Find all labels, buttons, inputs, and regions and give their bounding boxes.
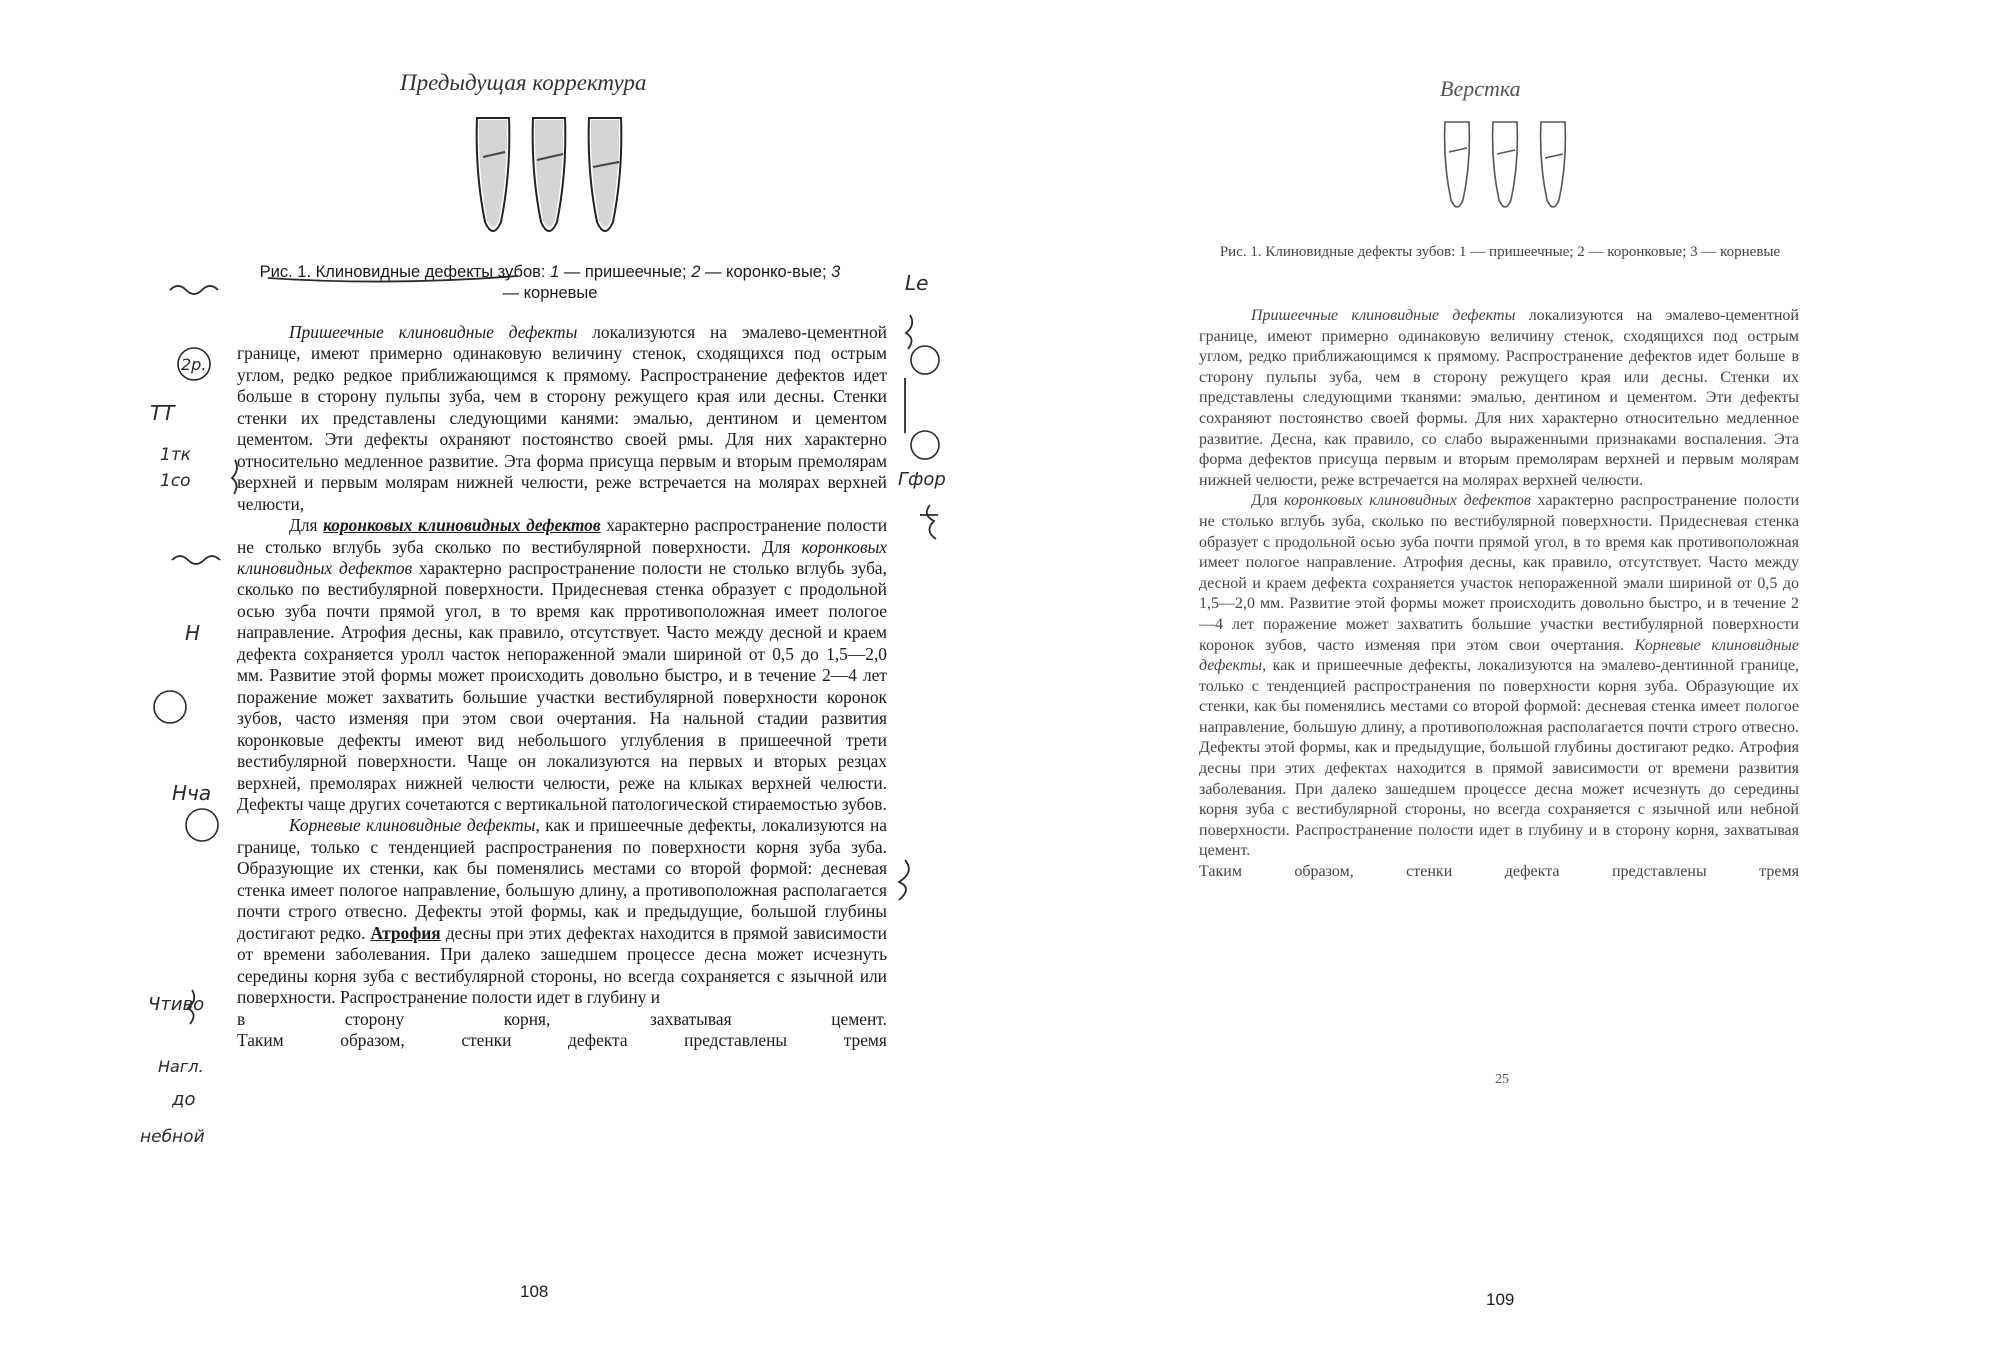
right-tail-line <box>1199 862 1799 883</box>
right-p2-pre: Для <box>1251 492 1284 510</box>
left-p1-text: локализуются на эмалево-цементной границе, имеют примерно одинаковую величину стенок, сходящихся под острым углом, редко редкое приближающимся к прямому. Распространение дефектов идет больше в сторону пульпы зуба, чем в сторону режущего края или десны. Стенки стенки их представлены следующими канями: эмалью, дентином и цементом цементом. Эти дефекты охраняют постоянство своей рмы. Для них характерно относительно медленное развитие. Эта форма присуща первым и вторым премолярам верхней и первым молярам нижней челюсти, реже встречается на молярах верхней челюсти, <box>237 322 887 514</box>
tail-word: захватывая <box>650 1008 732 1029</box>
left-p2-mid: характерно распространение полости не столько вглубь зуба сколько по вестибулярной поверхности. Для <box>237 515 888 557</box>
margin-mark-do: до <box>172 1089 196 1110</box>
right-paragraph-1 <box>1199 306 1799 491</box>
tail-word: тремя <box>1759 863 1799 881</box>
tail-word: в <box>237 1008 246 1029</box>
margin-mark-tt: ТТ <box>150 401 175 425</box>
right-p2-text2: , как и пришеечные дефекты, локализуются на эмалево-дентинной границе, только с тенденцией распространения по поверхности корня зуба. Образующие их стенки, как бы поменялись местами со второй формой: десневая стенка имеет пологое направление, большую длину, а противоположная располагается почти строго отвесно. Дефекты этой формы, как и предыдущие, большой глубины достигают редко. Атрофия десны при этих дефектах находится в прямой зависимости от времени развития заболевания. При далеко зашедшем процессе десна может исчезнуть до середины корня зуба с вестибулярной стороны, но всегда сохраняется с язычной или небной поверхности. Распространение полости идет в глубину и в сторону корня, захватывая цемент. <box>1199 657 1799 860</box>
right-heading: Верстка <box>1440 76 1521 101</box>
tail-word: дефекта <box>1504 863 1560 881</box>
left-page-number: 108 <box>520 1282 549 1301</box>
right-paragraph-2 <box>1199 491 1799 862</box>
tail-word: представлены <box>1611 863 1707 881</box>
caption-key-2: 2 <box>691 263 701 281</box>
right-p1-text: локализуются на эмалево-цементной границе, имеют примерно одинаковую величину стенок, сходящихся под острым углом, редко приближающимся к прямому. Распространение дефектов идет больше в сторону пульпы зуба, чем в сторону режущего края или десны. Стенки их представлены следующими тканями: эмалью, дентином и цементом. Эти дефекты сохраняют постоянство своей формы. Для них характерно относительно медленное развитие. Десна, как правило, со слабо выраженными признаками воспаления. Эта форма дефектов присуща первым и вторым премолярам верхней и первым молярам нижней челюсти, реже встречается на молярах верхней челюсти. <box>1199 307 1799 489</box>
margin-mark-2r: 2р. <box>181 355 207 374</box>
left-heading: Предыдущая корректура <box>400 70 647 95</box>
right-p2-text: характерно распространение полости не столько вглубь зуба, сколько по вестибулярной поверхности. Придесневая стенка образует с продольной осью зуба почти прямой угол, в то время как противоположная имеет пологое направление. Атрофия десны, как правило, отсутствует. Часто между десной и краем дефекта сохраняется участок непораженной эмали шириной от 0,5 до 1,5—2,0 мм. Развитие этой формы может происходить довольно быстро, и в течение 2—4 лет поражение может захватить большие участки вестибулярной поверхности коронок зубов, часто изменяя при этом свои очертания. <box>1199 492 1799 654</box>
margin-mark-1co: 1со <box>160 471 191 491</box>
term-atrophy: Атрофия <box>370 922 441 943</box>
margin-mark-gfor: Гфор <box>898 469 946 490</box>
tail-word: дефекта <box>568 1029 628 1050</box>
tail-word: стенки <box>461 1029 512 1050</box>
left-p2-pre: Для <box>289 515 324 536</box>
tail-word: сторону <box>344 1008 405 1029</box>
caption-term-2: — коронко-вые; <box>700 263 832 281</box>
tail-word: образом, <box>340 1029 405 1050</box>
tail-word: образом, <box>1294 863 1354 881</box>
right-body-text <box>1199 306 1799 883</box>
margin-mark-chtivo: Чтиво <box>148 994 205 1015</box>
left-p3-text2: десны при этих дефектах находится в прямой зависимости от времени заболевания. При далеко зашедшем процессе десна может исчезнуть середины корня зуба с вестибулярной стороны, но всегда сохраняется с язычной или поверхности. Распространение полости идет в глубину и <box>237 922 887 1008</box>
caption-term-1: — пришеечные; <box>559 263 692 281</box>
caption-lead: Рис. 1. Клиновидные дефекты зубов: <box>259 263 551 281</box>
term-crown-repeat: коронковых клиновидных дефектов <box>237 536 887 578</box>
term-root: Корневые клиновидные дефекты <box>289 815 536 836</box>
margin-mark-nagl: Нагл. <box>158 1057 204 1076</box>
tail-word: Таким <box>237 1029 284 1050</box>
tail-word: Таким <box>1199 863 1242 881</box>
margin-mark-ncha: Нча <box>172 781 212 805</box>
right-page-number: 109 <box>1486 1290 1515 1309</box>
caption-key-3: 3 <box>831 263 841 281</box>
term-cervical: Пришеечные клиновидные дефекты <box>289 322 578 342</box>
margin-mark-nebnoy: небной <box>140 1127 205 1147</box>
tail-word: представлены <box>684 1029 788 1050</box>
tail-word: тремя <box>843 1029 887 1050</box>
caption-key-1: 1 <box>550 263 560 281</box>
term-crown: коронковых клиновидных дефектов <box>323 515 601 536</box>
term-root: Корневые клиновидные дефекты <box>1199 636 1799 675</box>
margin-mark-n: Н <box>185 621 201 645</box>
tail-word: цемент. <box>831 1008 887 1029</box>
right-figure-caption: Рис. 1. Клиновидные дефекты зубов: 1 — пришеечные; 2 — коронковые; 3 — корневые <box>1219 244 1781 260</box>
tooth-illustration <box>1435 118 1585 218</box>
left-p3-text: , как и пришеечные дефекты, локализуются на границе, только с тенденцией распространения по поверхности корня зуба зуба. Образующие их стенки, как бы поменялись местами со второй формой: десневая стенка имеет пологое направление, большую длину, а противоположная располагается почти строго отвесно. Дефекты этой формы, как и предыдущие, большой глубины достигают редко. <box>237 815 888 943</box>
caption-term-3: — корневые <box>502 284 598 302</box>
margin-mark-le: Le <box>905 271 929 295</box>
right-footer-number: 25 <box>1495 1072 1509 1087</box>
term-cervical: Пришеечные клиновидные дефекты <box>1251 307 1516 324</box>
margin-mark-1tk: 1тк <box>160 445 191 465</box>
tail-word: стенки <box>1406 863 1453 881</box>
tail-word: корня, <box>503 1008 551 1029</box>
term-crown: коронковых клиновидных дефектов <box>1283 492 1531 510</box>
left-p2-text: характерно распространение полости не столько вглубь зуба, сколько по вестибулярной поверхности. Придесневая стенка образует с продольной осью зуба почти прямой угол, в то время как прротивоположная имеет пологое направление. Атрофия десны, как правило, отсутствует. Часто между десной и краем дефекта сохраняется уролл часток непораженной эмали шириной от 0,5 до 1,5—2,0 мм. Развитие этой формы может происходить довольно быстро, и в течение 2—4 лет поражение может захватить большие участки вестибулярной поверхности коронок зубов, часто изменяя при этом свои очертания. На нальной стадии развития коронковые дефекты имеют вид небольшого углубления в пришеечной трети вестибулярной поверхности. Чаще он локализуются на первых и вторых резцах верхней, премолярах нижней челюсти челюсти, реже на клыках верхней челюсти. Дефекты чаще других сочетаются с вертикальной патологической стираемостью зубов. <box>237 557 888 814</box>
